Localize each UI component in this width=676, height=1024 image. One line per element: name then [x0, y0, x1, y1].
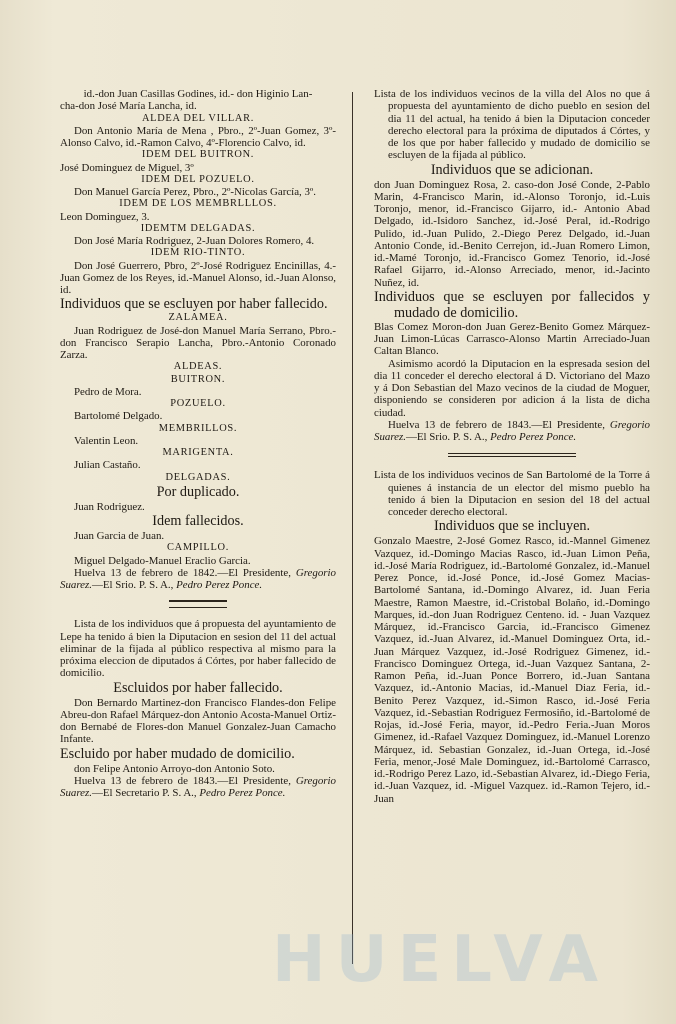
presidente-name: Gregorio Suarez.	[60, 566, 336, 591]
paragraph: Don José Guerrero, Pbro, 2º-José Rodriguez Encinillas, 4.-Juan Gomez de los Reyes, id.-Manuel Alonso, id.-Juan Alonso, id.	[60, 259, 336, 296]
signature-date: Huelva 13 de febrero de 1842.—El Presidente,	[74, 566, 291, 579]
subheading: Idem fallecidos.	[152, 513, 244, 529]
presidente-name: Gregorio Suarez.	[374, 418, 650, 443]
signature-mid: —El Srio. P. S. A.,	[405, 431, 488, 443]
text-line: cha-don José María Lancha, id.	[60, 100, 197, 113]
signature-block	[60, 567, 336, 592]
section-heading: BUITRON.	[170, 373, 226, 385]
paragraph: Miguel Delgado-Manuel Eraclio Garcia.	[74, 554, 251, 567]
paragraph: don Juan Dominguez Rosa, 2. caso-don José Conde, 2-Pablo Marin, 4-Francisco Marin, id.-Alonso Toronjo, id.-Luis Toronjo, menor, id.-Francisco Gijarro, id.- Antonio Abad Delgado, id.-Isidoro Sanchez, id.-José Peral, id.-Rodrigo Pulido, id.-Juan Pulido, 2.-Diego Perez Delgado, id.-Juan Antonio Conde, id.-Benito Cerrejon, id.-Juan Romero Limon, id.-Mamé Toronjo, id.-Francisco Gomez Tenorio, id.-José Rafael Gijarro, id.-Alonso Arreciado, menor, id.-Jacinto Nuñez, id.	[374, 178, 650, 289]
paragraph: Julian Castaño.	[74, 459, 141, 472]
section-heading: IDEM DEL POZUELO.	[141, 173, 255, 185]
section-heading: IDEM DEL BUITRON.	[141, 149, 255, 161]
paragraph: Blas Comez Moron-don Juan Gerez-Benito Gomez Márquez-Juan Limon-Lúcas Carrasco-Alonso Martin Arreciado-Juan Caltan Blanco.	[374, 320, 650, 358]
subheading: Por duplicado.	[156, 483, 240, 500]
text-line: id.-don Juan Casillas Godines, id.- don Higinio Lan-	[83, 88, 313, 100]
section-heading: IDEM DE LOS MEMBRLLLOS.	[119, 198, 277, 210]
paragraph: Valentin Leon.	[74, 434, 139, 447]
paragraph: Lista de los individuos que á propuesta del ayuntamiento de Lepe ha tenido á bien la Diputacion en sesion del 11 del actual eliminar de la fijada al público respectiva al mismo para la próxima eleccion de diputados á Córtes, por haber fallecido de domicilio.	[60, 618, 336, 680]
paragraph: Don Bernardo Martinez-don Francisco Flandes-don Felipe Abreu-don Rafael Márquez-don Antonio Acosta-Manuel Ortiz-don Bernabé de Flores-don Manuel Gonzalez-Juan Camacho Infante.	[60, 696, 336, 746]
section-heading: DELGADAS.	[165, 471, 231, 483]
paragraph: Don Antonio María de Mena , Pbro., 2º-Juan Gomez, 3º-Alonso Calvo, id.-Ramon Calvo, 4º-Florencio Calvo, id.	[60, 124, 336, 149]
signature-date: Huelva 13 de febrero de 1843.—El Presidente,	[74, 774, 291, 787]
secretario-name: Pedro Perez Ponce.	[199, 787, 286, 799]
signature-block	[60, 775, 336, 800]
presidente-name: Gregorio Suarez.	[60, 774, 336, 799]
subheading: Individuos que se escluyen por fallecidos y mudado de domicilio.	[374, 288, 650, 321]
paragraph: don Felipe Antonio Arroyo-don Antonio Soto.	[74, 762, 275, 775]
subheading: Escluidos por haber fallecido.	[113, 679, 283, 696]
left-column	[60, 88, 336, 799]
ornament-divider	[448, 453, 576, 457]
section-heading: IDEM RIO-TINTO.	[150, 247, 246, 259]
paragraph: Asimismo acordó la Diputacion en la espresada sesion del dia 11 conceder el derecho electoral á D. Victoriano del Mazo y á Don Sebastian del Mazo vecinos de la ciudad de Moguer, disponiendo se consideren por adicion á la lista de dicha ciudad.	[374, 357, 650, 419]
section-heading: CAMPILLO.	[166, 542, 229, 554]
signature-mid: —El Secretario P. S. A.,	[91, 787, 197, 799]
paragraph: Gonzalo Maestre, 2-José Gomez Rasco, id.-Mannel Gimenez Vazquez, id.-Domingo Macias Rasco, id.-Juan Limon Peña, id.-José María Rodriguez, id.-Bartolomé Gonzalez, id.-Manuel Perez Ponce, id.-José Ponce, id.-José Gomez Macias-Bartolomé Santana, id.-Domingo Alvarez, id. Juan Feria Maestre, Ramon Maestre, id.-Cristobal Bolaño, id.-Domingo Marques, id.-don Juan Rodriguez Centeno. id. - Juan Vazquez Márquez, id.-Francisco Garcia, id.-Francisco Gimenez Vazquez, id.-Juan Alvarez, id.-Manuel Dominguez Orta, id.-Juan Márquez Vazquez, id.-José Rodriguez Gimenez, id.-Francisco Dominguez Ortega, id.-Juan Vazquez Santana, 2-Ramon Peña, id.-Juan Ponce Borrero, id.-Juan Santana Vazquez, id.-Antonio Macias, id.-Manuel Diaz Feria, id.-Benito Perez Vazquez, id.-Simon Rasco, id.-José Feria Vazquez, id.-Sebastian Rodriguez Fermosiño, id.-Bartolomé de Rojas, id.-José Feria, mayor, id.-Pedro Feria.-Juan Moros Gimenez, id.-Rafael Vazquez Dominguez, id.-Manuel Lorenzo Márquez, id. Sebastian Gonzalez, id.-Juan Ortega, id.-José Feria, menor,-José Male Dominguez, id.-Bartolomé Carrasco, id.-Rodrigo Perez Lazo, id.-Sebastian Alvarez, id.-Diego Feria, id.-Juan Vazquez, id. -Miguel Vazquez. id.-Ramon Tejero, id.- Juan	[374, 535, 650, 805]
paragraph: Bartolomé Delgado.	[74, 410, 163, 423]
paragraph: Lista de los individuos vecinos de la villa del Alos no que á propuesta del ayuntamiento de dicho pueblo en sesion del dia 11 del actual, ha tenido á bien la Diputacion conceder derecho electoral para la próxima de diputados á Córtes, y de los que por haber fallecido y mudado de domicilio se escluyen de la fijada al público.	[374, 88, 650, 162]
right-column	[374, 88, 650, 805]
paragraph: Juan Garcia de Juan.	[74, 530, 165, 542]
signature-date: Huelva 13 de febrero de 1843.—El Presidente,	[388, 418, 605, 431]
paragraph: Don José María Rodriguez, 2-Juan Dolores Romero, 4.	[74, 235, 315, 247]
paragraph: Leon Dominguez, 3.	[60, 210, 150, 223]
paragraph: Juan Rodriguez.	[74, 500, 145, 513]
paragraph: Lista de los individuos vecinos de San Bartolomé de la Torre á quienes á instancia de un elector del mismo pueblo ha tenido á bien la Diputacion en sesion del 18 del actual conceder derecho electoral.	[374, 469, 650, 518]
paragraph: José Dominguez de Miguel, 3º	[60, 161, 194, 174]
secretario-name: Pedro Perez Ponce.	[176, 579, 263, 591]
signature-block	[374, 419, 650, 444]
subheading: Individuos que se incluyen.	[433, 518, 591, 535]
section-heading: POZUELO.	[170, 398, 226, 409]
paragraph: Don Manuel García Perez, Pbro., 2º-Nicolas García, 3º.	[74, 186, 317, 198]
paragraph: Juan Rodriguez de José-don Manuel María Serrano, Pbro.-don Francisco Serapio Lancha, Pbro.-Antonio Coronado Zarza.	[60, 324, 336, 361]
section-heading: MEMBRILLOS.	[158, 422, 238, 434]
secretario-name: Pedro Perez Ponce.	[490, 431, 577, 443]
library-watermark: HUELVA	[272, 923, 608, 997]
subheading: Individuos que se escluyen por haber fallecido.	[60, 296, 328, 313]
section-heading: IDEMTM DELGADAS.	[140, 222, 256, 234]
section-heading: ALDEA DEL VILLAR.	[141, 112, 255, 124]
section-heading: ZALAMEA.	[168, 312, 228, 324]
section-heading: ALDEAS.	[173, 361, 223, 373]
section-heading: MARIGENTA.	[162, 447, 234, 458]
column-divider	[352, 92, 353, 964]
subheading: Individuos que se adicionan.	[430, 161, 594, 178]
paragraph: Pedro de Mora.	[74, 385, 142, 398]
ornament-divider	[169, 600, 227, 608]
subheading: Escluido por haber mudado de domicilio.	[60, 745, 295, 762]
signature-mid: —El Srio. P. S. A.,	[91, 579, 174, 591]
